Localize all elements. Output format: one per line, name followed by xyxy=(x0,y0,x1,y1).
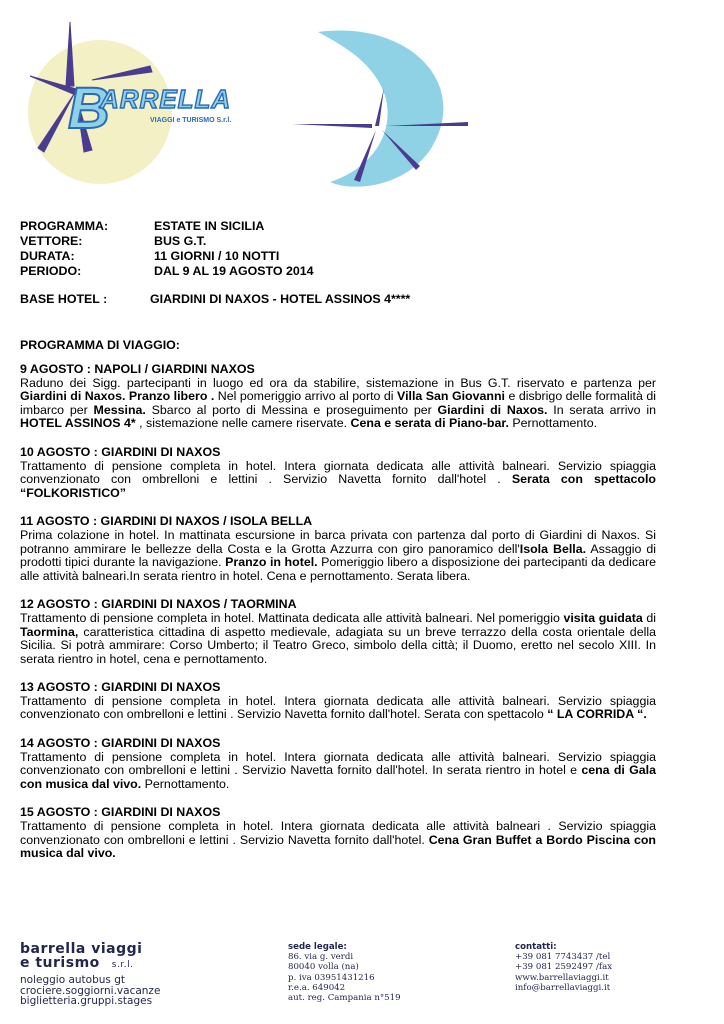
footer-contact-heading: contatti: xyxy=(515,942,557,952)
logo-brand-name: ARRELLA xyxy=(100,84,232,114)
info-value: ESTATE IN SICILIA xyxy=(154,219,265,233)
day-text: Trattamento di pensione completa in hotel. Intera giornata dedicata alle attività balneari. Servizio spiaggia convenzionato con ombrelloni e lettini . Servizio Navetta fornito dall'hotel . xyxy=(20,458,656,487)
day-text: e disbrigo delle formalità di imbarco per xyxy=(20,389,656,417)
day-highlight: HOTEL ASSINOS 4* xyxy=(20,416,136,431)
day-title: 9 AGOSTO : NAPOLI / GIARDINI NAXOS xyxy=(20,362,255,376)
day-highlight: cena di Gala con musica dal vivo. xyxy=(20,763,656,791)
base-hotel-value: GIARDINI DI NAXOS - HOTEL ASSINOS 4**** xyxy=(150,292,411,306)
day-title: 15 AGOSTO : GIARDINI DI NAXOS xyxy=(20,805,221,820)
day-entry xyxy=(20,363,656,431)
footer-website-link[interactable]: www.barrellaviaggi.it xyxy=(515,972,609,983)
trip-info xyxy=(20,219,660,279)
footer-email-link[interactable]: info@barrellaviaggi.it xyxy=(515,982,611,993)
day-description xyxy=(20,612,656,666)
day-title: 14 AGOSTO : GIARDINI DI NAXOS xyxy=(20,736,221,751)
footer-brand xyxy=(20,942,260,1007)
footer-legal-line: 86. via g. verdi xyxy=(288,952,354,963)
day-text: di xyxy=(642,610,656,625)
footer-legal-line: 80040 volla (na) xyxy=(288,962,359,973)
day-description xyxy=(20,529,656,583)
info-value: DAL 9 AL 19 AGOSTO 2014 xyxy=(154,264,314,278)
footer-fax: +39 081 2592497 /fax xyxy=(515,962,613,973)
footer-legal-line: r.e.a. 649042 xyxy=(288,982,346,993)
base-hotel xyxy=(20,292,410,306)
footer-contacts xyxy=(515,942,705,993)
info-label: PROGRAMMA: xyxy=(20,219,109,233)
day-title: 11 AGOSTO : GIARDINI DI NAXOS / ISOLA BELLA xyxy=(20,514,313,529)
footer-services xyxy=(20,975,260,1007)
day-text: , sistemazione nelle camere riservate. xyxy=(135,416,351,431)
day-text: Pernottamento. xyxy=(508,416,598,431)
day-entry xyxy=(20,598,656,666)
day-highlight: visita guidata xyxy=(563,610,643,625)
day-text: Nel pomeriggio arrivo al porto di xyxy=(214,389,398,404)
footer-brand-line1: barrella viaggi xyxy=(20,941,143,957)
info-label: VETTORE: xyxy=(20,234,83,248)
footer-brand-line2 xyxy=(20,956,260,972)
day-description xyxy=(20,751,656,792)
day-text: Prima colazione in hotel. In mattinata escursione in barca privata con partenza dal porto di Giardini di Naxos. Si potranno ammirare le bellezze della Costa e la Grotta Azzurra con giro panoramico dell' xyxy=(20,527,656,556)
info-label: DURATA: xyxy=(20,249,75,263)
day-highlight: Serata con spettacolo “FOLKORISTICO” xyxy=(20,472,656,500)
info-value: 11 GIORNI / 10 NOTTI xyxy=(154,249,280,263)
day-highlight: Cena e serata di Piano-bar. xyxy=(350,416,509,431)
base-hotel-label: BASE HOTEL : xyxy=(20,292,108,306)
footer-service-line: crociere.soggiorni.vacanze xyxy=(20,984,161,997)
day-title: 10 AGOSTO : GIARDINI DI NAXOS xyxy=(20,444,221,459)
day-text: Pernottamento. xyxy=(141,776,230,791)
info-value: BUS G.T. xyxy=(154,234,207,248)
footer-phone: +39 081 7743437 /tel xyxy=(515,952,611,963)
day-highlight: “ LA CORRIDA “. xyxy=(547,707,647,722)
barrella-logo xyxy=(0,0,724,200)
footer-legal xyxy=(288,942,488,1003)
day-highlight: Pranzo in hotel. xyxy=(225,555,318,570)
day-text: Trattamento di pensione completa in hotel. Intera giornata dedicata alle attività balneari . Servizio spiaggia convenzionato con ombrelloni e lettini . Servizio Navetta fornito dall'hotel. xyxy=(20,819,656,847)
day-description xyxy=(20,695,656,722)
day-entry xyxy=(20,737,656,791)
day-highlight: Villa San Giovanni xyxy=(397,389,505,404)
day-text: Pomeriggio libero a disposizione dei partecipanti da dedicare alle attività balneari.In serata rientro in hotel. Cena e pernottamento. Serata libera. xyxy=(20,555,656,583)
footer-brand-srl: s.r.l. xyxy=(111,960,134,970)
footer-legal-line: p. iva 03951431216 xyxy=(288,972,375,983)
info-label: PERIODO: xyxy=(20,264,82,278)
day-text: caratteristica cittadina di aspetto medievale, adagiata su un breve terrazzo della costa orientale della Sicilia. Si potrà ammirare: Corso Umberto; il Teatro Greco, simbolo della città; il Duomo, eretto nel secolo XIII. In serata rientro in hotel, cena e pernottamento. xyxy=(20,624,656,666)
footer-service-line: biglietteria.gruppi.stages xyxy=(20,995,153,1007)
day-text: Trattamento di pensione completa in hotel. Intera giornata dedicata alle attività balneari. Servizio spiaggia convenzionato con ombrelloni e lettini . Servizio Navetta fornito dall'hotel. In serata rientro in hotel e xyxy=(20,749,656,778)
day-highlight: Giardini di Naxos. xyxy=(437,402,548,417)
logo-letter-b: B xyxy=(68,76,110,141)
footer-legal-line: aut. reg. Campania n°519 xyxy=(288,993,401,1004)
day-description xyxy=(20,820,656,861)
day-text: Trattamento di pensione completa in hotel. Intera giornata dedicata alle attività balneari. Servizio spiaggia convenzionato con ombrelloni e lettini . Servizio Navetta fornito dall'hotel. Serata con spettacolo xyxy=(20,693,656,722)
day-title: 13 AGOSTO : GIARDINI DI NAXOS xyxy=(20,680,221,695)
day-highlight: Isola Bella. xyxy=(519,541,587,556)
logo-tagline: VIAGGI e TURISMO S.r.l. xyxy=(150,117,232,124)
day-entry xyxy=(20,681,656,722)
footer-service-line: noleggio autobus gt xyxy=(20,974,126,986)
letterhead-footer xyxy=(20,942,710,1012)
info-row-programma xyxy=(20,219,660,234)
day-highlight: Taormina, xyxy=(20,624,79,639)
day-entry xyxy=(20,806,656,860)
footer-legal-heading: sede legale: xyxy=(288,942,347,952)
day-highlight: Cena Gran Buffet a Bordo Piscina con musica dal vivo. xyxy=(20,832,656,861)
info-row-periodo xyxy=(20,264,660,279)
day-description xyxy=(20,377,656,431)
program-heading: PROGRAMMA DI VIAGGIO: xyxy=(20,338,180,352)
day-entry xyxy=(20,515,656,583)
info-row-vettore xyxy=(20,234,660,249)
day-text: Trattamento di pensione completa in hotel. Mattinata dedicata alle attività balneari. Nel pomeriggio xyxy=(20,610,564,625)
day-text: Sbarco al porto di Messina e proseguimento per xyxy=(145,402,438,417)
day-highlight: Giardini di Naxos. Pranzo libero . xyxy=(20,389,215,404)
day-description xyxy=(20,460,656,501)
day-entry xyxy=(20,446,656,500)
info-row-durata xyxy=(20,249,660,264)
day-text: Raduno dei Sigg. partecipanti in luogo ed ora da stabilire, sistemazione in Bus G.T. riservato e partenza per xyxy=(20,375,656,390)
itinerary xyxy=(20,363,656,876)
day-text: In serata arrivo in xyxy=(547,402,656,417)
footer-brand-name: e turismo xyxy=(20,955,100,971)
day-highlight: Messina. xyxy=(93,402,146,417)
day-text: Assaggio di prodotti tipici durante la navigazione. xyxy=(20,541,656,570)
day-title: 12 AGOSTO : GIARDINI DI NAXOS / TAORMINA xyxy=(20,597,297,612)
